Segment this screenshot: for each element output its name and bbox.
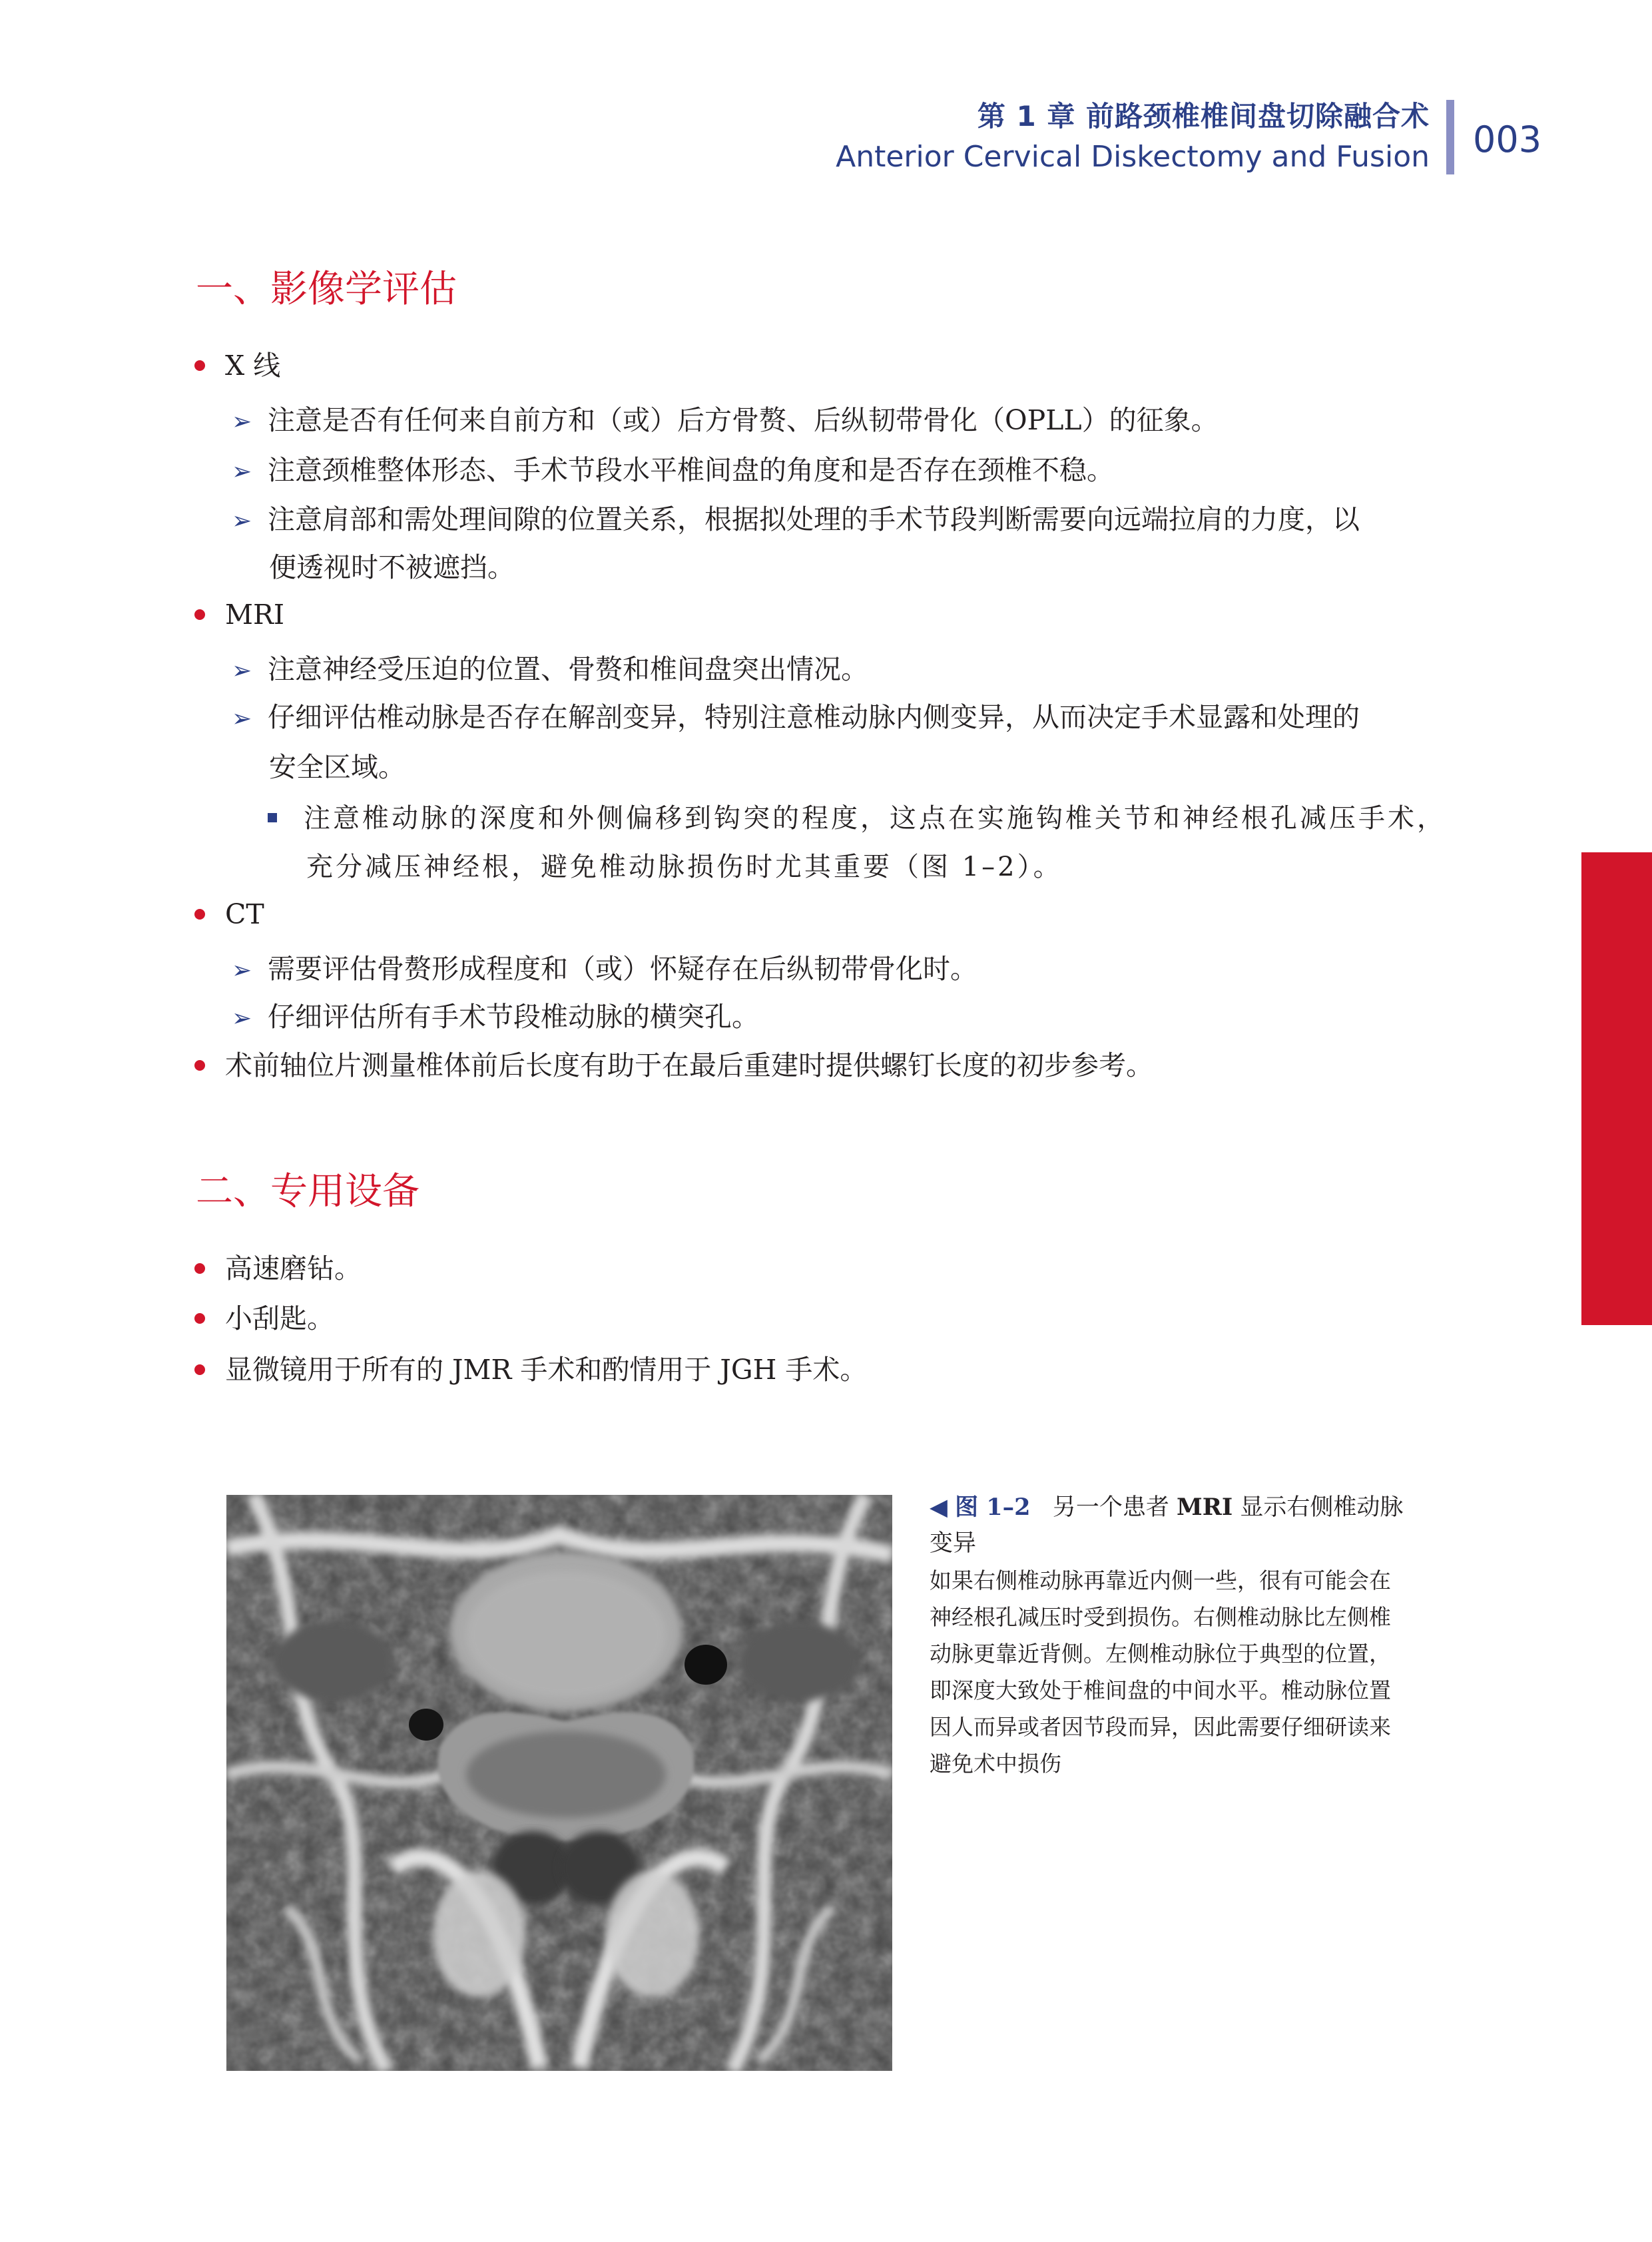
bullet-text: 显微镜用于所有的 JMR 手术和酌情用于 JGH 手术。: [225, 1354, 868, 1386]
chapter-title-cn: 第 1 章 前路颈椎椎间盘切除融合术: [977, 100, 1430, 133]
section-title-imaging: 一、影像学评估: [196, 268, 457, 311]
list-item-text: 注意肩部和需处理间隙的位置关系，根据拟处理的手术节段判断需要向远端拉肩的力度，以: [268, 503, 1360, 535]
figure-number: 图 1–2: [955, 1494, 1031, 1521]
bullet-mri: [194, 590, 284, 639]
bullet-measurement: [194, 1041, 1153, 1090]
bullet-dot: [194, 1060, 205, 1071]
list-item-text: 注意是否有任何来自前方和（或）后方骨赘、后纵韧带骨化（OPLL）的征象。: [268, 404, 1219, 436]
caption-line: 因人而异或者因节段而异，因此需要仔细研读来: [930, 1714, 1391, 1740]
bullet-text: 小刮匙。: [225, 1302, 334, 1334]
bullet-dot: [194, 1263, 205, 1274]
list-item: [232, 645, 868, 696]
bullet-equipment: [194, 1294, 334, 1343]
bullet-dot: [194, 609, 205, 620]
bullet-label: CT: [225, 898, 264, 930]
caption-title-text: 变异: [930, 1530, 977, 1557]
bullet-ct: [194, 890, 264, 939]
mri-axial-image: [226, 1495, 892, 2071]
list-item: [232, 396, 1219, 447]
caption-line: 避免术中损伤: [930, 1751, 1061, 1777]
arrow-bullet-icon: ➢: [232, 1005, 252, 1032]
list-item-text: 仔细评估椎动脉是否存在解剖变异，特别注意椎动脉内侧变异，从而决定手术显露和处理的: [268, 701, 1360, 733]
figure-caption-title: [930, 1490, 1449, 1561]
figure-caption-body: [930, 1562, 1442, 1782]
arrow-bullet-icon: ➢: [232, 657, 252, 685]
list-item: [232, 944, 977, 995]
list-item-text: 注意神经受压迫的位置、骨赘和椎间盘突出情况。: [268, 653, 868, 685]
chapter-title-en: Anterior Cervical Diskectomy and Fusion: [836, 140, 1430, 174]
sub-list-item-continuation: 充分减压神经根，避免椎动脉损伤时尤其重要（图 1–2）。: [306, 852, 1063, 882]
sub-list-item: [268, 794, 1446, 843]
header-divider: [1446, 100, 1454, 174]
bullet-equipment: [194, 1345, 867, 1394]
list-item-continuation: 便透视时不被遮挡。: [269, 551, 515, 583]
caption-title-text: 显示右侧椎动脉: [1240, 1494, 1404, 1521]
caption-line: 即深度大致处于椎间盘的中间水平。椎动脉位置: [930, 1677, 1391, 1703]
bullet-dot: [194, 1364, 205, 1375]
arrow-bullet-icon: ➢: [232, 705, 252, 732]
arrow-bullet-icon: ➢: [232, 408, 252, 435]
list-item-continuation: 安全区域。: [269, 751, 406, 783]
bullet-label: MRI: [225, 599, 285, 631]
arrow-bullet-icon: ➢: [232, 458, 252, 485]
caption-title-text: 另一个患者: [1052, 1494, 1169, 1521]
list-item-text: 仔细评估所有手术节段椎动脉的横突孔。: [268, 1001, 759, 1033]
bullet-label: X 线: [225, 350, 281, 382]
bullet-text: 高速磨钻。: [225, 1253, 362, 1284]
sub-list-item-text: 注意椎动脉的深度和外侧偏移到钩突的程度，这点在实施钩椎关节和神经根孔减压手术，: [304, 803, 1446, 834]
bullet-dot: [194, 360, 205, 371]
chapter-side-tab: [1581, 852, 1652, 1325]
bullet-dot: [194, 909, 205, 920]
list-item: [232, 693, 1360, 744]
list-item-text: 需要评估骨赘形成程度和（或）怀疑存在后纵韧带骨化时。: [268, 953, 977, 985]
section-title-equipment: 二、专用设备: [196, 1170, 419, 1213]
caption-title-bold: MRI: [1177, 1494, 1233, 1521]
list-item: [232, 445, 1114, 497]
list-item: [232, 992, 759, 1043]
square-bullet-icon: [268, 813, 277, 822]
list-item: [232, 495, 1360, 546]
list-item-text: 注意颈椎整体形态、手术节段水平椎间盘的角度和是否存在颈椎不稳。: [268, 454, 1114, 486]
caption-arrow-icon: ◀: [930, 1494, 948, 1521]
arrow-bullet-icon: ➢: [232, 957, 252, 984]
page-number: 003: [1473, 119, 1542, 160]
caption-line: 如果右侧椎动脉再靠近内侧一些，很有可能会在: [930, 1567, 1391, 1593]
arrow-bullet-icon: ➢: [232, 507, 252, 535]
bullet-text: 术前轴位片测量椎体前后长度有助于在最后重建时提供螺钉长度的初步参考。: [225, 1049, 1153, 1081]
mri-scan-drawing: [226, 1495, 892, 2071]
bullet-dot: [194, 1313, 205, 1324]
caption-line: 神经根孔减压时受到损伤。右侧椎动脉比左侧椎: [930, 1604, 1391, 1630]
caption-line: 动脉更靠近背侧。左侧椎动脉位于典型的位置，: [930, 1641, 1391, 1667]
bullet-equipment: [194, 1244, 362, 1293]
bullet-xray: [194, 341, 280, 390]
